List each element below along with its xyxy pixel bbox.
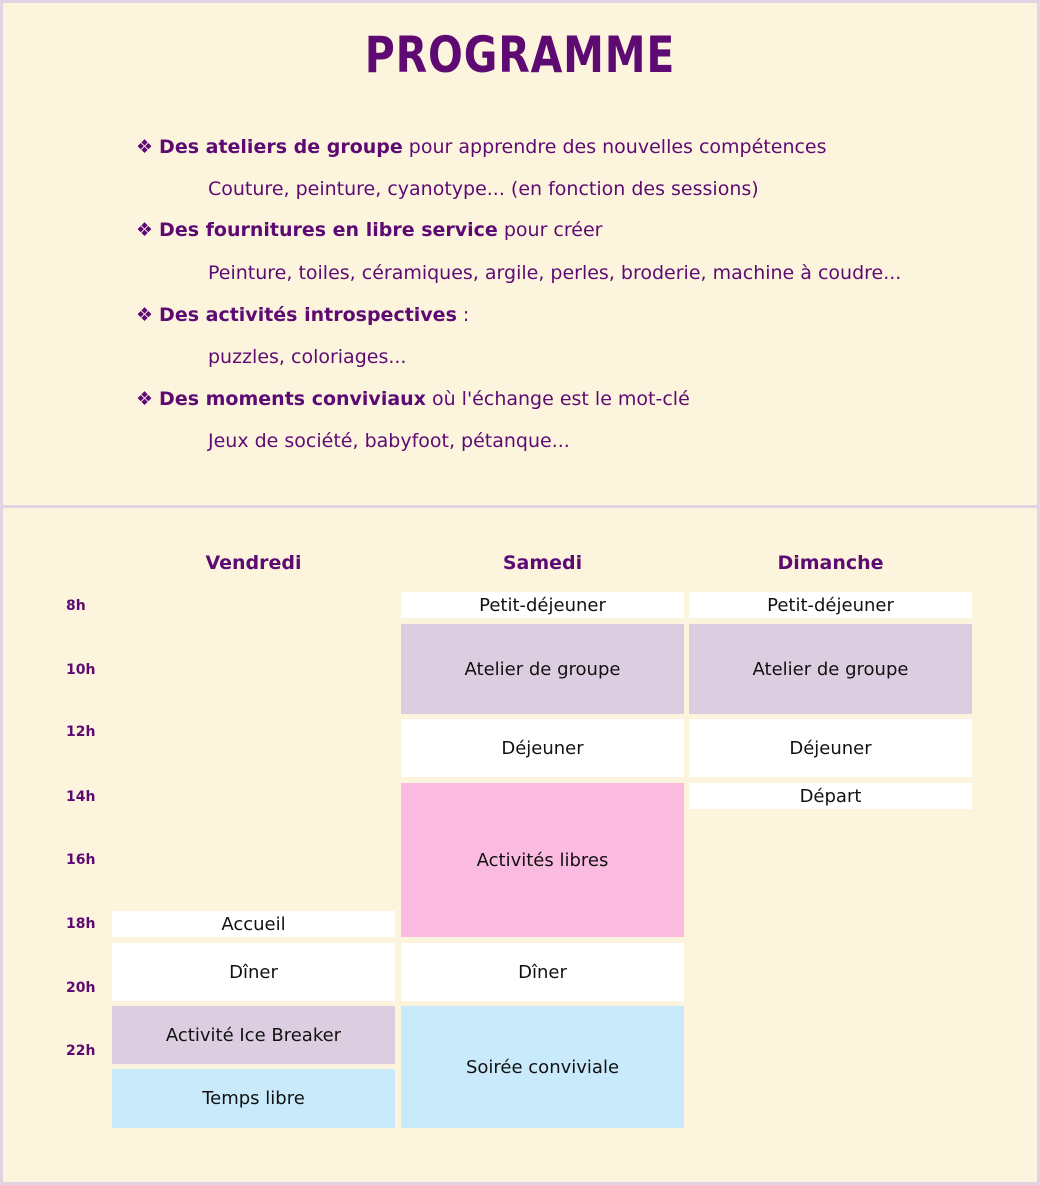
hour-label: 10h [66, 662, 96, 678]
schedule-block-petit-dejeuner: Petit-déjeuner [689, 592, 972, 618]
schedule-block-activites-libres: Activités libres [401, 783, 684, 937]
schedule-block-depart: Départ [689, 783, 972, 809]
diamond-bullet-icon: ❖ [136, 388, 154, 410]
schedule-block-temps-libre: Temps libre [112, 1069, 395, 1128]
schedule-block-accueil: Accueil [112, 911, 395, 937]
bullet-text: : [456, 304, 470, 326]
schedule-block-diner: Dîner [401, 943, 684, 1001]
hour-label: 8h [66, 598, 86, 614]
schedule-block-dejeuner: Déjeuner [401, 719, 684, 777]
bullet-detail: Peinture, toiles, céramiques, argile, perles, broderie, machine à coudre... [208, 262, 902, 284]
schedule-block-soiree-conviviale: Soirée conviviale [401, 1006, 684, 1128]
bullet-detail: Couture, peinture, cyanotype... (en fonction des sessions) [208, 178, 759, 200]
bullet-strong-text: Des moments conviviaux [159, 388, 426, 410]
diamond-bullet-icon: ❖ [136, 219, 154, 241]
schedule-block-ice-breaker: Activité Ice Breaker [112, 1006, 395, 1064]
day-header-friday: Vendredi [205, 552, 302, 574]
bullet-strong-text: Des fournitures en libre service [159, 219, 498, 241]
diamond-bullet-icon: ❖ [136, 136, 154, 158]
hour-label: 16h [66, 852, 96, 868]
schedule-block-dejeuner: Déjeuner [689, 719, 972, 777]
bullet-detail: puzzles, coloriages... [208, 346, 407, 368]
bullet-item-workshops [136, 136, 827, 158]
day-header-sunday: Dimanche [777, 552, 884, 574]
bullet-detail: Jeux de société, babyfoot, pétanque... [208, 430, 570, 452]
bullet-strong-text: Des activités introspectives [159, 304, 457, 326]
schedule-block-diner: Dîner [112, 943, 395, 1001]
bullet-item-convivial [136, 388, 690, 410]
hour-label: 14h [66, 789, 96, 805]
bullet-strong-text: Des ateliers de groupe [159, 136, 403, 158]
schedule-block-atelier: Atelier de groupe [689, 624, 972, 714]
hour-label: 20h [66, 980, 96, 996]
bullet-text: où l'échange est le mot-clé [425, 388, 690, 410]
hour-label: 18h [66, 916, 96, 932]
day-header-saturday: Samedi [502, 552, 583, 574]
page-title: PROGRAMME [364, 26, 676, 84]
schedule-block-atelier: Atelier de groupe [401, 624, 684, 714]
bullet-item-supplies [136, 219, 602, 241]
bullet-item-introspective [136, 304, 469, 326]
diamond-bullet-icon: ❖ [136, 304, 154, 326]
schedule-block-petit-dejeuner: Petit-déjeuner [401, 592, 684, 618]
hour-label: 12h [66, 724, 96, 740]
hour-label: 22h [66, 1043, 96, 1059]
bullet-text: pour apprendre des nouvelles compétences [402, 136, 827, 158]
bullet-text: pour créer [497, 219, 603, 241]
